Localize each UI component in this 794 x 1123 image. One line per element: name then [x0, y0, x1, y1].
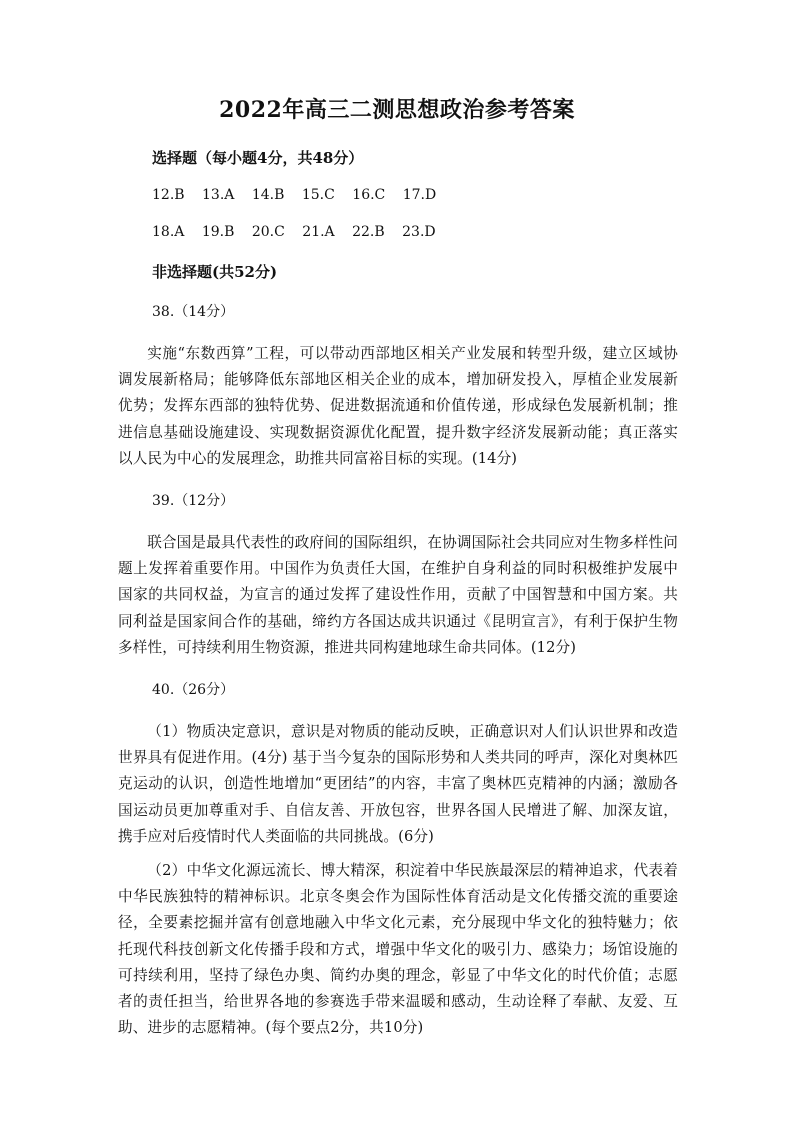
choice-answer: 22.B: [352, 224, 385, 240]
choice-answer: 21.A: [302, 224, 335, 240]
question-label: 40.（26分）: [152, 682, 235, 699]
answer-paragraph: （2）中华文化源远流长、博大精深，积淀着中华民族最深层的精神追求，代表着中华民族独特的精神标识。北京冬奥会作为国际性体育活动是文化传播交流的重要途径，全要素挖掘并富有创意地融入中华文化元素，充分展现中华文化的独特魅力；依托现代科技创新文化传播手段和方式，增强中华文化的吸引力、感染力；场馆设施的可持续利用，坚持了绿色办奥、简约办奥的理念，彰显了中华文化的时代价值；志愿者的责任担当，给世界各地的参赛选手带来温暖和感动，生动诠释了奉献、友爱、互助、进步的志愿精神。(每个要点2分，共10分): [118, 862, 678, 1037]
answer-content: [118, 145, 678, 1041]
answer-paragraph: 实施“东数西算”工程，可以带动西部地区相关产业发展和转型升级，建立区域协调发展新格局；能够降低东部地区相关企业的成本，增加研发投入，厚植企业发展新优势；发挥东西部的独特优势、促进数据流通和价值传递，形成绿色发展新机制；推进信息基础设施建设、实现数据资源优化配置，提升数字经济发展新动能；真正落实以人民为中心的发展理念，助推共同富裕目标的实现。(14分): [118, 345, 678, 467]
question-block: [118, 299, 678, 472]
choice-answer: 12.B: [152, 187, 185, 203]
choice-answer: 19.B: [201, 224, 235, 240]
answer-paragraph: （1）物质决定意识，意识是对物质的能动反映，正确意识对人们认识世界和改造世界具有促进作用。(4分) 基于当今复杂的国际形势和人类共同的呼声，深化对奥林匹克运动的认识，创造性地增加“更团结”的内容，丰富了奥林匹克精神的内涵；激励各国运动员更加尊重对手、自信友善、开放包容，世界各国人民增进了解、加深友谊，携手应对后疫情时代人类面临的共同挑战。(6分): [118, 723, 678, 845]
choice-answer-row: [152, 182, 678, 208]
page-title: 2022年高三二测思想政治参考答案: [219, 97, 575, 123]
question-label: 38.（14分）: [152, 304, 235, 320]
answer-paragraph: 联合国是最具代表性的政府间的国际组织，在协调国际社会共同应对生物多样性问题上发挥着重要作用。中国作为负责任大国，在维护自身利益的同时积极维护发展中国家的共同权益，为宣言的通过发挥了建设性作用，贡献了中国智慧和中国方案。共同利益是国家间合作的基础，缔约方各国达成共识通过《昆明宣言》，有利于保护生物多样性，可持续利用生物资源，推进共同构建地球生命共同体。(12分): [118, 534, 678, 656]
choice-section-heading: 选择题（每小题4分，共48分）: [152, 149, 364, 167]
question-block: [118, 677, 678, 1041]
question-label: 39.（12分）: [152, 493, 235, 510]
choice-answer: 23.D: [402, 224, 436, 240]
choice-answer: 15.C: [301, 187, 335, 203]
question-block: [118, 488, 678, 661]
choice-answer: 16.C: [352, 187, 386, 203]
choice-answer: 18.A: [152, 224, 185, 240]
choice-answer: 20.C: [251, 224, 285, 240]
choice-answer-row: [152, 219, 678, 245]
choice-answer: 17.D: [402, 187, 437, 203]
nonchoice-section-heading: 非选择题(共52分): [152, 263, 278, 281]
choice-answer: 14.B: [251, 187, 285, 203]
choice-answer: 13.A: [202, 187, 235, 203]
